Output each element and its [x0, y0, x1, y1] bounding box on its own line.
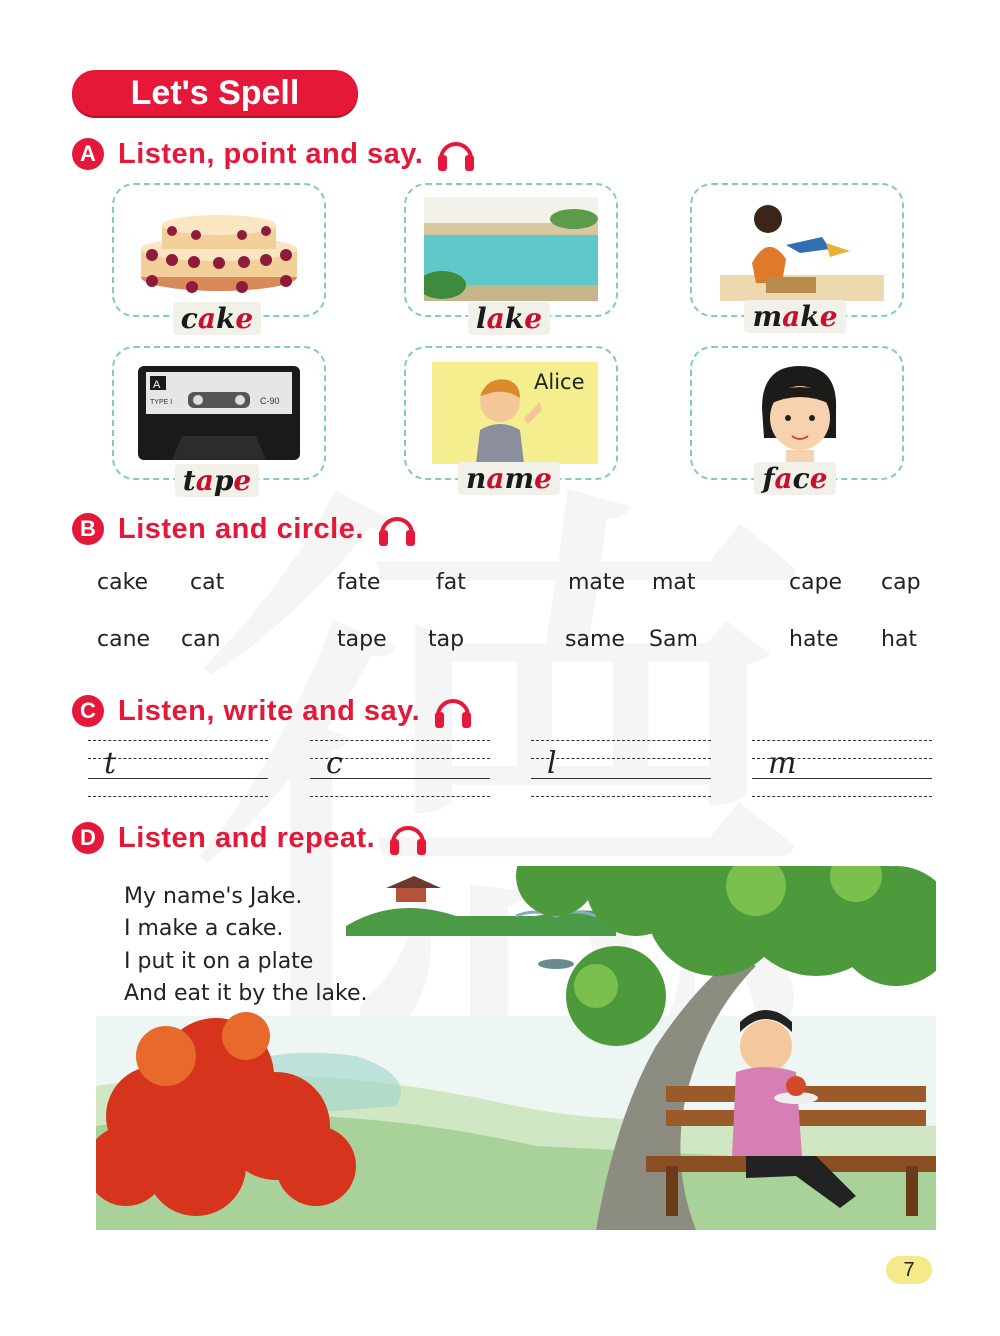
card-cake: [112, 183, 326, 317]
circle-word[interactable]: cane: [97, 627, 151, 652]
circle-word[interactable]: mat: [652, 570, 696, 595]
poem-line: And eat it by the lake.: [124, 981, 368, 1006]
section-b-title: Listen and circle.: [118, 512, 364, 545]
poem-line: I make a cake.: [124, 916, 284, 941]
circle-word[interactable]: same: [565, 627, 625, 652]
card-name: [404, 346, 618, 480]
circle-word[interactable]: cake: [97, 570, 149, 595]
writing-line[interactable]: [310, 740, 490, 800]
alice-label: Alice: [534, 370, 585, 394]
lake-image: [424, 197, 598, 301]
word-cake: cake: [112, 302, 322, 335]
circle-word[interactable]: hat: [881, 627, 918, 652]
card-tape: [112, 346, 326, 480]
card-make: [690, 183, 904, 317]
section-b-header: [72, 511, 418, 547]
word-name: name: [404, 462, 614, 495]
headphones-icon[interactable]: [435, 135, 477, 173]
cassette-tape-image: [132, 360, 306, 464]
writing-line[interactable]: [752, 740, 932, 800]
handwritten-letter: t: [104, 746, 117, 781]
cassette-type-label: TYPE I: [150, 399, 173, 406]
handwritten-letter: c: [326, 746, 343, 781]
circle-word[interactable]: fat: [436, 570, 466, 595]
handwritten-letter: l: [547, 746, 557, 781]
section-c-header: [72, 693, 474, 729]
poem-line: I put it on a plate: [124, 949, 314, 974]
circle-word[interactable]: can: [181, 627, 221, 652]
section-b-letter: B: [72, 513, 104, 545]
section-d-title: Listen and repeat.: [118, 821, 376, 854]
card-face: [690, 346, 904, 480]
headphones-icon[interactable]: [387, 819, 429, 857]
circle-word[interactable]: Sam: [649, 627, 698, 652]
handwritten-letter: m: [768, 746, 797, 781]
word-face: face: [690, 462, 900, 495]
circle-word[interactable]: cape: [789, 570, 843, 595]
cake-image: [132, 197, 306, 301]
circle-word[interactable]: tape: [337, 627, 387, 652]
section-a-header: [72, 136, 477, 172]
section-d-letter: D: [72, 822, 104, 854]
make-image: [710, 197, 884, 301]
circle-word[interactable]: hate: [789, 627, 839, 652]
cassette-a-label: A: [153, 379, 161, 391]
circle-word[interactable]: fate: [337, 570, 381, 595]
headphones-icon[interactable]: [432, 692, 474, 730]
section-a-title: Listen, point and say.: [118, 137, 424, 170]
section-a-letter: A: [72, 138, 104, 170]
card-lake: [404, 183, 618, 317]
circle-word[interactable]: tap: [428, 627, 465, 652]
section-c-title: Listen, write and say.: [118, 694, 421, 727]
word-make: make: [690, 300, 900, 333]
cassette-c90-label: C-90: [260, 396, 280, 406]
circle-word[interactable]: cat: [190, 570, 225, 595]
headphones-icon[interactable]: [376, 510, 418, 548]
girl-face-image: [710, 360, 884, 464]
poem-line: My name's Jake.: [124, 884, 303, 909]
circle-word[interactable]: mate: [568, 570, 626, 595]
page-number: 7: [886, 1256, 932, 1284]
circle-word[interactable]: cap: [881, 570, 921, 595]
page-title: Let's Spell: [72, 70, 358, 116]
writing-line[interactable]: [88, 740, 268, 800]
section-d-header: [72, 820, 429, 856]
word-tape: tape: [112, 464, 322, 497]
word-lake: lake: [404, 302, 614, 335]
writing-line[interactable]: [531, 740, 711, 800]
section-c-letter: C: [72, 695, 104, 727]
